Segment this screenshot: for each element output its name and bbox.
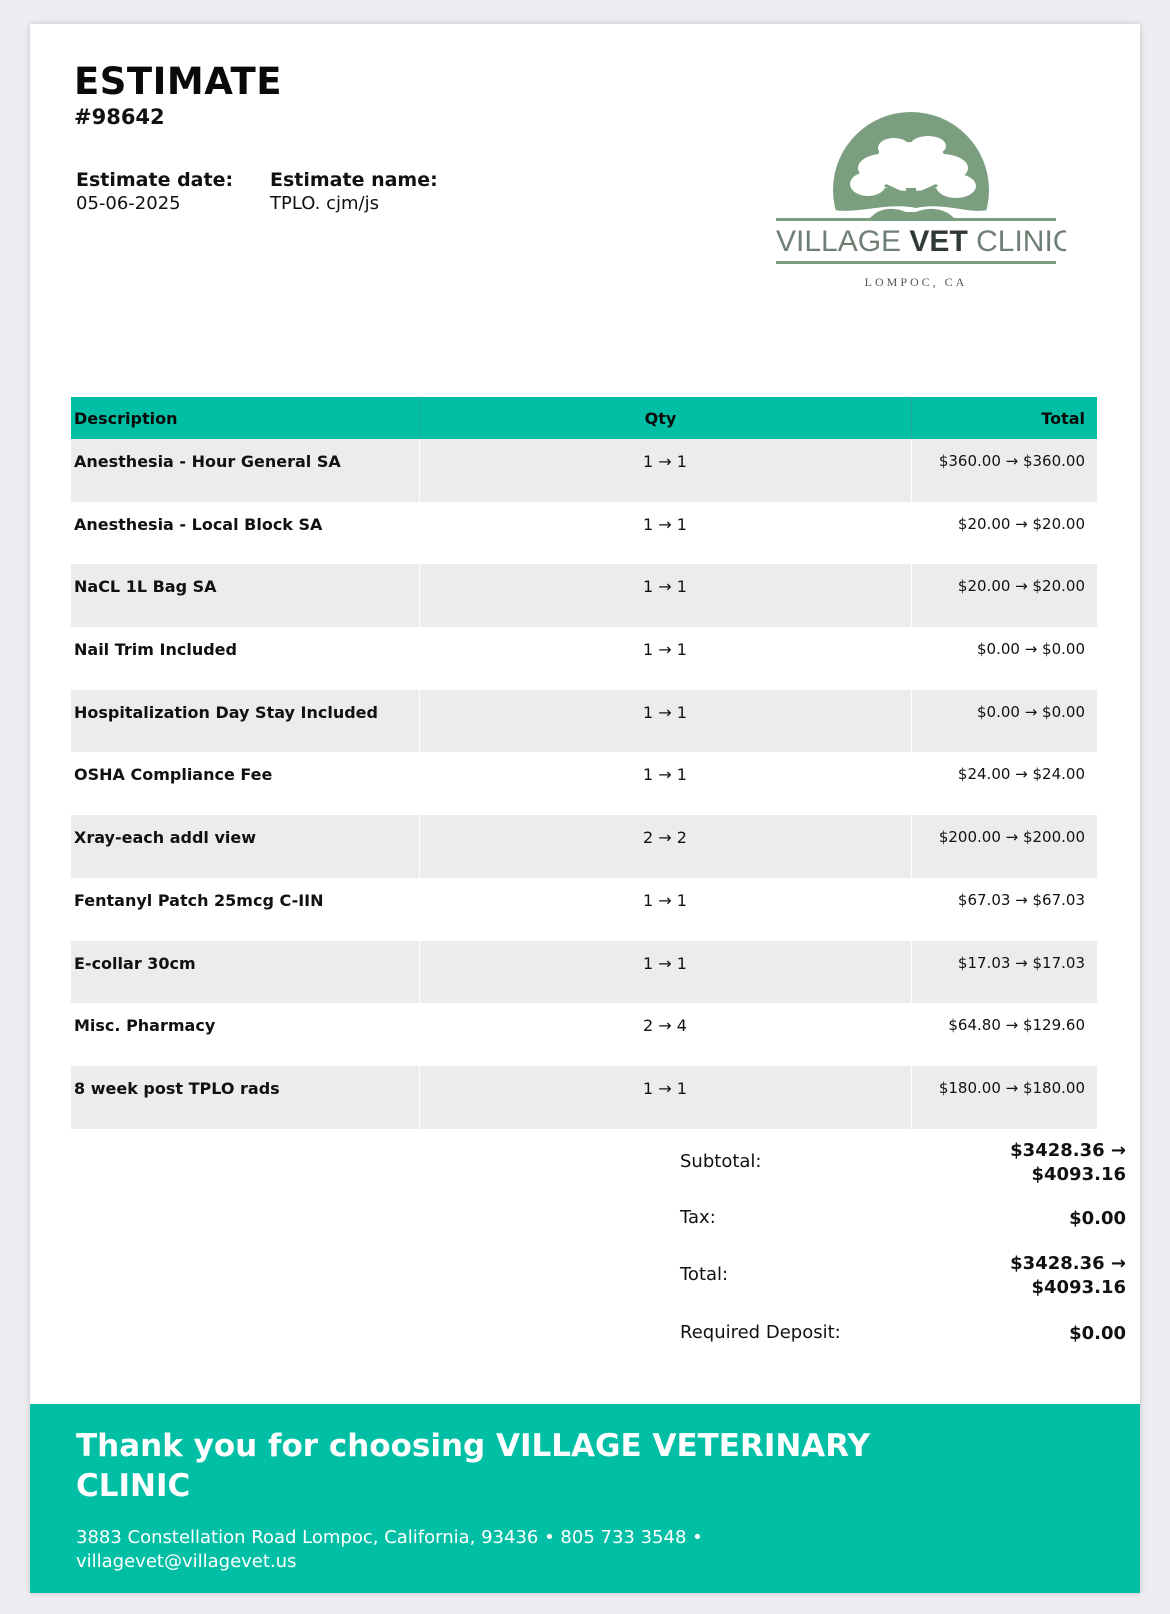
table-row (71, 502, 1097, 565)
row-qty: 2 → 2 (419, 815, 911, 878)
row-qty: 1 → 1 (419, 627, 911, 690)
row-total: $24.00 → $24.00 (911, 752, 1097, 815)
estimate-name-value: TPLO. cjm/js (270, 193, 379, 214)
table-row (71, 752, 1097, 815)
tax-label: Tax: (680, 1207, 716, 1228)
deposit-label: Required Deposit: (680, 1322, 841, 1343)
row-qty: 1 → 1 (419, 502, 911, 565)
row-total: $17.03 → $17.03 (911, 941, 1097, 1004)
footer (30, 1404, 1140, 1593)
table-row (71, 439, 1097, 502)
subtotal-value (916, 1139, 1126, 1187)
row-description: Anesthesia - Local Block SA (71, 502, 419, 565)
subtotal-value-line1: $3428.36 → (1010, 1140, 1126, 1161)
svg-text:VILLAGE VET (776, 225, 1066, 258)
estimate-date-value: 05-06-2025 (76, 193, 181, 214)
row-qty: 1 → 1 (419, 690, 911, 753)
table-row (71, 941, 1097, 1004)
row-total: $360.00 → $360.00 (911, 439, 1097, 502)
logo-word-vet: VET (909, 225, 968, 258)
estimate-page (30, 24, 1140, 1593)
row-description: OSHA Compliance Fee (71, 752, 419, 815)
table-header-row (71, 397, 1097, 439)
header-qty: Qty (419, 397, 911, 439)
estimate-number: #98642 (74, 105, 165, 129)
table-row (71, 1003, 1097, 1066)
row-description: 8 week post TPLO rads (71, 1066, 419, 1129)
row-description: Anesthesia - Hour General SA (71, 439, 419, 502)
table-row (71, 690, 1097, 753)
row-description: NaCL 1L Bag SA (71, 564, 419, 627)
footer-address: 3883 Constellation Road Lompoc, California, 93436 • 805 733 3548 • villagevet@villagevet.us (76, 1527, 703, 1572)
table-row (71, 627, 1097, 690)
row-qty: 2 → 4 (419, 1003, 911, 1066)
clinic-logo (766, 106, 1066, 306)
estimate-date-block (76, 168, 233, 216)
subtotal-label: Subtotal: (680, 1151, 762, 1172)
row-qty: 1 → 1 (419, 878, 911, 941)
row-total: $180.00 → $180.00 (911, 1066, 1097, 1129)
row-total: $0.00 → $0.00 (911, 627, 1097, 690)
tax-value: $0.00 (1069, 1208, 1126, 1229)
table-row (71, 564, 1097, 627)
row-qty: 1 → 1 (419, 1066, 911, 1129)
subtotal-value-line2: $4093.16 (1031, 1164, 1126, 1185)
total-label: Total: (680, 1264, 729, 1285)
header-description: Description (71, 397, 419, 439)
table-row (71, 878, 1097, 941)
estimate-date-label: Estimate date: (76, 169, 234, 191)
row-description: E-collar 30cm (71, 941, 419, 1004)
row-total: $20.00 → $20.00 (911, 564, 1097, 627)
row-qty: 1 → 1 (419, 439, 911, 502)
logo-location: LOMPOC, CA (864, 275, 968, 289)
row-qty: 1 → 1 (419, 752, 911, 815)
row-total: $64.80 → $129.60 (911, 1003, 1097, 1066)
row-description: Misc. Pharmacy (71, 1003, 419, 1066)
row-total: $67.03 → $67.03 (911, 878, 1097, 941)
row-description: Xray-each addl view (71, 815, 419, 878)
estimate-name-block (270, 168, 438, 216)
row-description: Hospitalization Day Stay Included (71, 690, 419, 753)
tree-logo-icon (766, 106, 1066, 306)
row-description: Fentanyl Patch 25mcg C-IIN (71, 878, 419, 941)
logo-word-village: VILLAGE (776, 225, 902, 258)
row-qty: 1 → 1 (419, 941, 911, 1004)
page-title: ESTIMATE (74, 60, 283, 103)
row-total: $0.00 → $0.00 (911, 690, 1097, 753)
row-qty: 1 → 1 (419, 564, 911, 627)
total-value-line2: $4093.16 (1031, 1277, 1126, 1298)
estimate-name-label: Estimate name: (270, 169, 438, 191)
footer-thanks: Thank you for choosing VILLAGE VETERINARY CLINIC (76, 1428, 870, 1504)
table-row (71, 815, 1097, 878)
row-description: Nail Trim Included (71, 627, 419, 690)
line-items-table (71, 397, 1097, 1129)
total-value (916, 1252, 1126, 1300)
header-total: Total (911, 397, 1097, 439)
row-total: $20.00 → $20.00 (911, 502, 1097, 565)
row-total: $200.00 → $200.00 (911, 815, 1097, 878)
table-row (71, 1066, 1097, 1129)
total-value-line1: $3428.36 → (1010, 1253, 1126, 1274)
logo-word-clinic: CLINIC (976, 225, 1066, 258)
deposit-value: $0.00 (1069, 1323, 1126, 1344)
